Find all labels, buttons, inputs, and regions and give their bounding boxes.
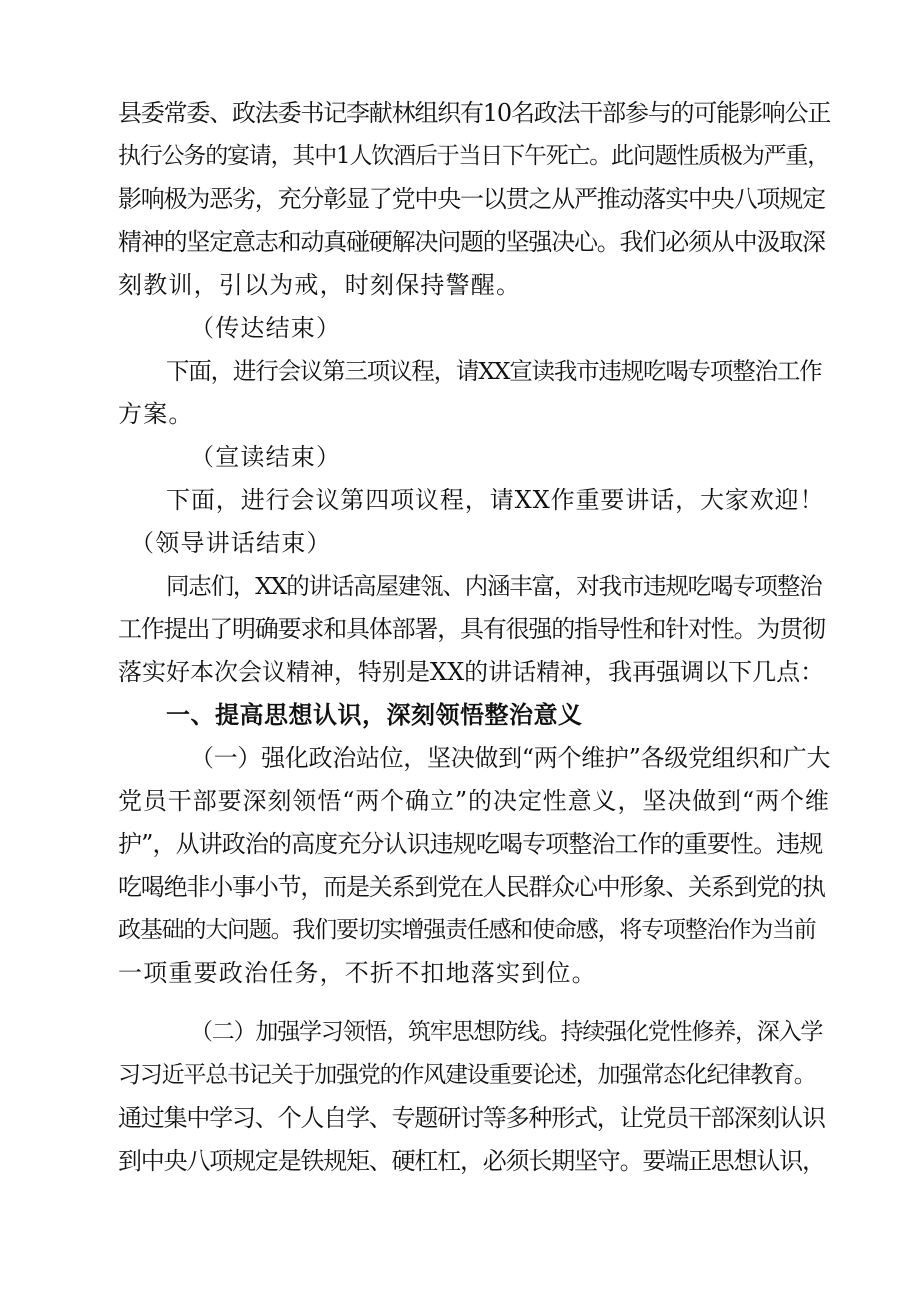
body-text-line: 工作提出了明确要求和具体部署，具有很强的指导性和针对性。为贯彻 <box>118 615 825 643</box>
body-text-line: 护”，从讲政治的高度充分认识违规吃喝专项整治工作的重要性。违规 <box>118 830 823 858</box>
body-text-line: 政基础的大问题。我们要切实增强责任感和使命感，将专项整治作为当前 <box>118 917 816 943</box>
body-text-line: 影响极为恶劣，充分彰显了党中央一以贯之从严推动落实中央八项规定 <box>118 185 825 213</box>
body-text-line: 到中央八项规定是铁规矩、硬杠杠，必须长期坚守。要端正思想认识， <box>118 1147 825 1175</box>
section-heading: 一、提高思想认识，深刻领悟整治意义 <box>166 701 583 729</box>
procedure-note: （宣读结束） <box>190 443 342 471</box>
body-text-line: 下面，进行会议第三项议程，请XX宣读我市违规吃喝专项整治工作 <box>166 357 822 385</box>
body-text-line: 习习近平总书记关于加强党的作风建设重要论述，加强常态化纪律教育。 <box>118 1062 816 1088</box>
body-text-line: 执行公务的宴请，其中1人饮酒后于当日下午死亡。此问题性质极为严重， <box>118 143 830 169</box>
body-text-line: （一）强化政治站位，坚决做到“两个维护”各级党组织和广大 <box>190 744 831 772</box>
body-text-line: 刻教训，引以为戒，时刻保持警醒。 <box>118 271 522 299</box>
body-text-line: 党员干部要深刻领悟“两个确立”的决定性意义，坚决做到“两个维 <box>118 787 830 815</box>
body-text-line: 精神的坚定意志和动真碰硬解决问题的坚强决心。我们必须从中汲取深 <box>118 228 825 256</box>
body-text-line: 方案。 <box>118 400 194 428</box>
body-text-line: 落实好本次会议精神，特别是XX的讲话精神，我再强调以下几点： <box>118 658 825 686</box>
procedure-note: （传达结束） <box>190 314 342 342</box>
body-text-line: 同志们，XX的讲话高屋建瓴、内涵丰富，对我市违规吃喝专项整治 <box>166 572 822 600</box>
body-text-line: 下面，进行会议第四项议程，请XX作重要讲话，大家欢迎！ <box>166 486 825 514</box>
body-text-line: 通过集中学习、个人自学、专题研讨等多种形式，让党员干部深刻认识 <box>118 1104 825 1132</box>
body-text-line: 吃喝绝非小事小节，而是关系到党在人民群众心中形象、关系到党的执 <box>118 873 825 901</box>
procedure-note: （领导讲话结束） <box>130 529 332 557</box>
body-text-line: 县委常委、政法委书记李献林组织有10名政法干部参与的可能影响公正 <box>118 99 831 127</box>
body-text-line: 一项重要政治任务，不折不扣地落实到位。 <box>118 959 597 987</box>
body-text-line: （二）加强学习领悟，筑牢思想防线。持续强化党性修养，深入学 <box>190 1019 823 1045</box>
